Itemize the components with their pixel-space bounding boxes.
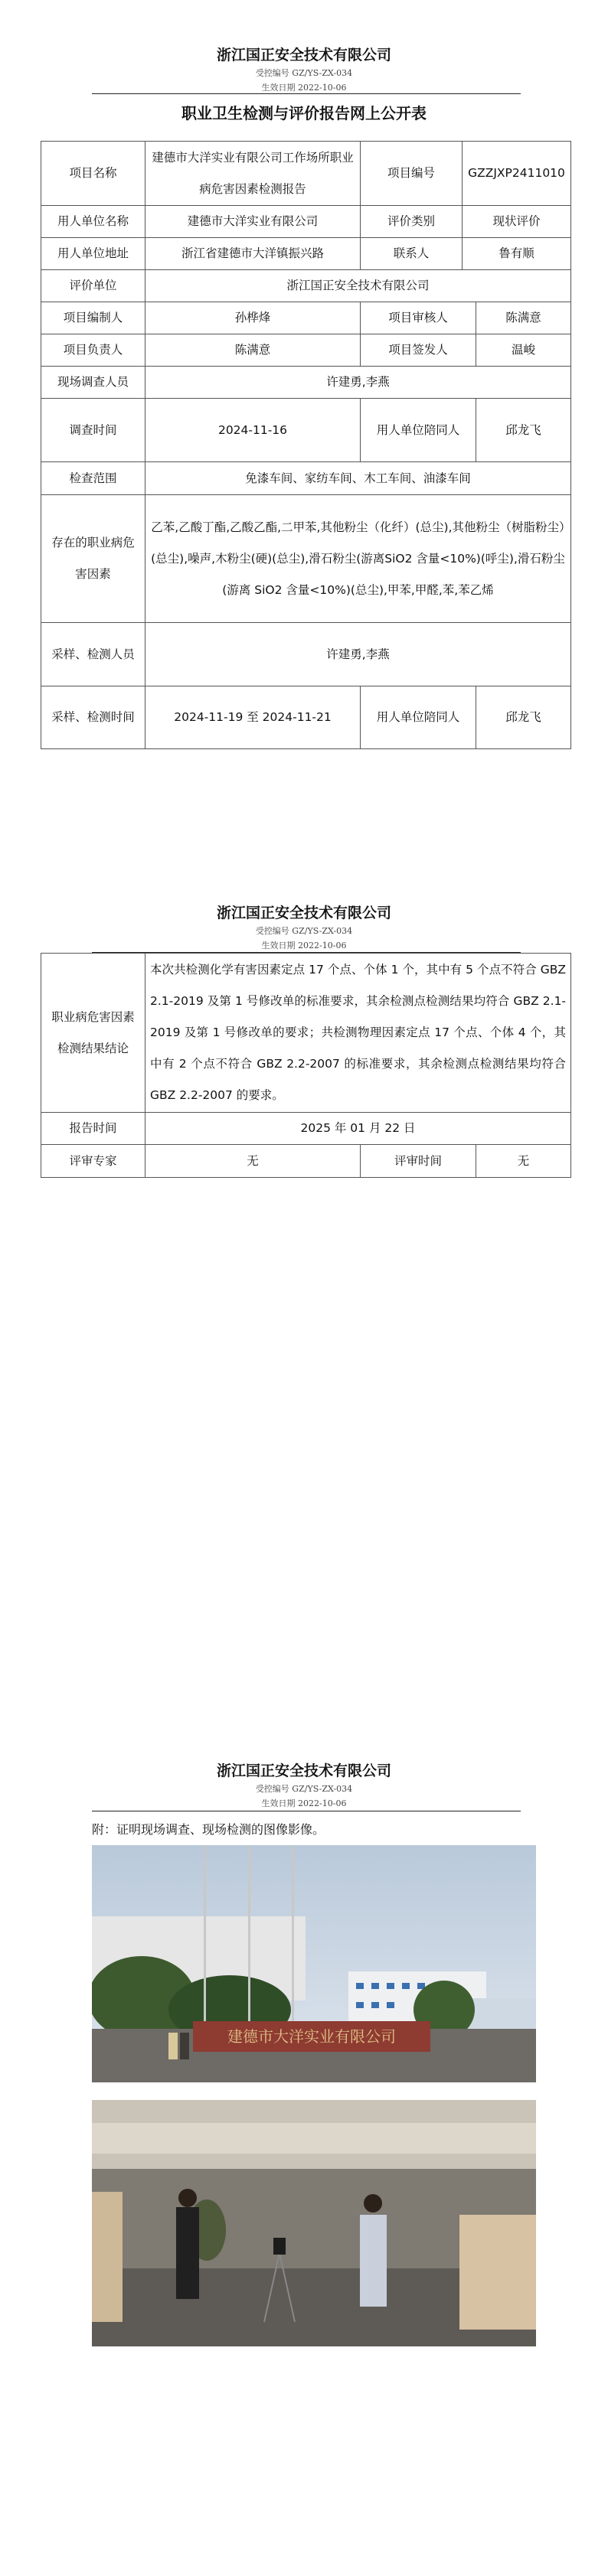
compiler: 孙桦烽 xyxy=(145,302,361,334)
surveyors-label: 现场调查人员 xyxy=(41,367,145,399)
control-number: 受控编号 GZ/YS-ZX-034 xyxy=(255,926,353,936)
page2-header xyxy=(0,902,608,953)
review-time: 无 xyxy=(476,1145,571,1178)
leader: 陈满意 xyxy=(145,334,361,367)
company-name: 浙江国正安全技术有限公司 xyxy=(216,905,391,921)
contact-label: 联系人 xyxy=(361,238,463,270)
effective-date: 生效日期 2022-10-06 xyxy=(261,83,347,93)
samplers-label: 采样、检测人员 xyxy=(41,623,145,686)
eval-unit: 浙江国正安全技术有限公司 xyxy=(145,270,571,302)
employer-label: 用人单位名称 xyxy=(41,206,145,238)
expert: 无 xyxy=(145,1145,361,1178)
control-number: 受控编号 GZ/YS-ZX-034 xyxy=(255,1784,353,1794)
review-time-label: 评审时间 xyxy=(361,1145,476,1178)
project-name: 建德市大洋实业有限公司工作场所职业病危害因素检测报告 xyxy=(145,142,361,206)
sampling-time-label: 采样、检测时间 xyxy=(41,686,145,749)
company-name: 浙江国正安全技术有限公司 xyxy=(216,1762,391,1779)
header-divider xyxy=(92,93,521,94)
samplers: 许建勇,李燕 xyxy=(145,623,571,686)
site-entrance-photo xyxy=(92,1845,536,2082)
escort: 邱龙飞 xyxy=(476,399,571,462)
report-time: 2025 年 01 月 22 日 xyxy=(145,1113,571,1145)
expert-label: 评审专家 xyxy=(41,1145,145,1178)
surveyors: 许建勇,李燕 xyxy=(145,367,571,399)
effective-date: 生效日期 2022-10-06 xyxy=(261,941,347,951)
hazards: 乙苯,乙酸丁酯,乙酸乙酯,二甲苯,其他粉尘（化纤）(总尘),其他粉尘（树脂粉尘）(总尘),噪声,木粉尘(硬)(总尘),滑石粉尘(游离SiO2 含量<10%)(呼尘),滑石粉尘(游离 SiO2 含量<10%)(总尘),甲苯,甲醛,苯,苯乙烯 xyxy=(145,495,571,623)
company-name: 浙江国正安全技术有限公司 xyxy=(216,47,391,64)
page-title: 职业卫生检测与评价报告网上公开表 xyxy=(181,104,427,122)
escort2-label: 用人单位陪同人 xyxy=(361,686,476,749)
reviewer-label: 项目审核人 xyxy=(361,302,476,334)
scope: 免漆车间、家纺车间、木工车间、油漆车间 xyxy=(145,462,571,495)
control-number: 受控编号 GZ/YS-ZX-034 xyxy=(255,68,353,78)
eval-type: 现状评价 xyxy=(463,206,571,238)
survey-time-label: 调查时间 xyxy=(41,399,145,462)
report-time-label: 报告时间 xyxy=(41,1113,145,1145)
attachment-caption: 附：证明现场调查、现场检测的图像影像。 xyxy=(92,1822,325,1837)
leader-label: 项目负责人 xyxy=(41,334,145,367)
eval-type-label: 评价类别 xyxy=(361,206,463,238)
sampling-time: 2024-11-19 至 2024-11-21 xyxy=(145,686,361,749)
issuer: 温峻 xyxy=(476,334,571,367)
hazards-label: 存在的职业病危害因素 xyxy=(41,495,145,623)
conclusion: 本次共检测化学有害因素定点 17 个点、个体 1 个，其中有 5 个点不符合 GBZ 2.1-2019 及第 1 号修改单的标准要求，其余检测点检测结果均符合 GBZ 2.1-2019 及第 1 号修改单的要求；共检测物理因素定点 17 个点、个体 4 个，其中有 2 个点不符合 GBZ 2.2-2007 的标准要求，其余检测点检测结果均符合 GBZ 2.2-2007 的要求。 xyxy=(145,954,571,1113)
survey-time: 2024-11-16 xyxy=(145,399,361,462)
address-label: 用人单位地址 xyxy=(41,238,145,270)
scope-label: 检查范围 xyxy=(41,462,145,495)
issuer-label: 项目签发人 xyxy=(361,334,476,367)
reviewer: 陈满意 xyxy=(476,302,571,334)
page1-header xyxy=(0,44,608,95)
compiler-label: 项目编制人 xyxy=(41,302,145,334)
sign-text: 建德市大洋实业有限公司 xyxy=(227,2027,396,2046)
escort2: 邱龙飞 xyxy=(476,686,571,749)
conclusion-label: 职业病危害因素检测结果结论 xyxy=(41,954,145,1113)
conclusion-table xyxy=(41,953,571,1178)
eval-unit-label: 评价单位 xyxy=(41,270,145,302)
employer: 建德市大洋实业有限公司 xyxy=(145,206,361,238)
project-no: GZZJXP2411010 xyxy=(463,142,571,206)
escort-label: 用人单位陪同人 xyxy=(361,399,476,462)
project-name-label: 项目名称 xyxy=(41,142,145,206)
project-no-label: 项目编号 xyxy=(361,142,463,206)
effective-date: 生效日期 2022-10-06 xyxy=(261,1798,347,1808)
site-testing-photo xyxy=(92,2100,536,2346)
report-info-table xyxy=(41,141,571,749)
page3-header xyxy=(0,1760,608,1811)
address: 浙江省建德市大洋镇振兴路 xyxy=(145,238,361,270)
contact: 鲁有顺 xyxy=(463,238,571,270)
